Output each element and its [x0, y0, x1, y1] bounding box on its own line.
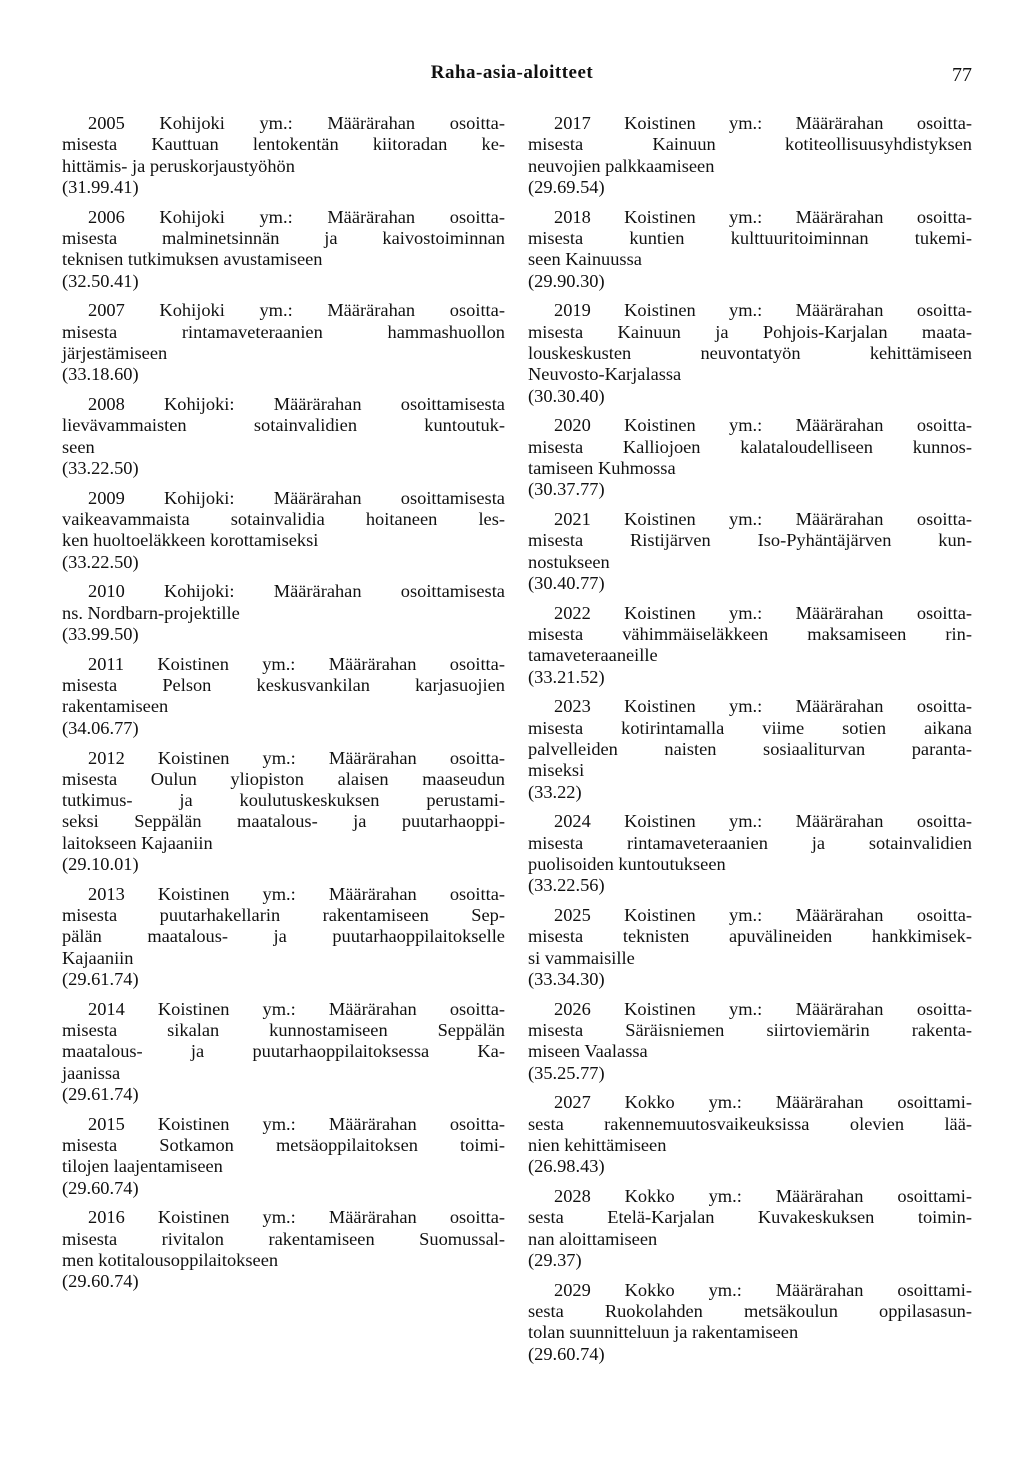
- motion-text-line: misesta Ristijärven Iso-Pyhäntäjärven kun-: [528, 530, 972, 551]
- motion-text-line: seksi Seppälän maatalous- ja puutarhaoppi-: [62, 811, 505, 832]
- motion-text-line: misesta Kainuun ja Pohjois-Karjalan maata-: [528, 321, 972, 342]
- motion-title-line: 2017 Koistinen ym.: Määrärahan osoitta-: [554, 113, 972, 133]
- motion-text-line: tamaveteraaneille: [528, 645, 658, 666]
- budget-item-code: (33.22): [528, 781, 582, 802]
- budget-item-code: (35.25.77): [528, 1062, 605, 1083]
- motion-title-line: 2010 Kohijoki: Määrärahan osoittamisesta: [88, 581, 505, 602]
- motion-title-line: 2018 Koistinen ym.: Määrärahan osoitta-: [554, 206, 972, 227]
- budget-item-code: (29.69.54): [528, 176, 605, 197]
- motion-text-line: si vammaisille: [528, 947, 635, 968]
- motion-entry: [62, 488, 505, 573]
- motion-title-line: 2016 Koistinen ym.: Määrärahan osoitta-: [88, 1207, 505, 1228]
- motion-text-line: tilojen laajentamiseen: [62, 1156, 223, 1177]
- motion-entry: [528, 905, 972, 990]
- motion-text-line: misesta Pelson keskusvankilan karjasuojien: [62, 675, 505, 696]
- right-column: [528, 113, 972, 1374]
- motion-text-line: nien kehittämiseen: [528, 1135, 667, 1156]
- motion-title-line: 2012 Koistinen ym.: Määrärahan osoitta-: [88, 747, 505, 768]
- motion-text-line: palvelleiden naisten sosiaaliturvan paranta-: [528, 739, 972, 760]
- motion-entry: [62, 999, 505, 1105]
- motion-entry: [62, 748, 505, 876]
- motion-text-line: maatalous- ja puutarhaoppilaitoksessa Ka-: [62, 1041, 505, 1062]
- motion-title-line: 2005 Kohijoki ym.: Määrärahan osoitta-: [88, 113, 505, 133]
- motion-title-line: 2007 Kohijoki ym.: Määrärahan osoitta-: [88, 300, 505, 321]
- motion-entry: [528, 300, 972, 406]
- motion-text-line: misesta Sotkamon metsäoppilaitoksen toimi-: [62, 1135, 505, 1156]
- motion-text-line: tolan suunnitteluun ja rakentamiseen: [528, 1322, 799, 1343]
- budget-item-code: (33.18.60): [62, 364, 139, 385]
- motion-entry: [62, 1207, 505, 1292]
- motion-text-line: teknisen tutkimuksen avustamiseen: [62, 249, 323, 270]
- motion-text-line: hittämis- ja peruskorjaustyöhön: [62, 155, 295, 176]
- motion-entry: [528, 113, 972, 198]
- budget-item-code: (33.34.30): [528, 968, 605, 989]
- budget-item-code: (29.90.30): [528, 270, 605, 291]
- motion-text-line: misesta kuntien kulttuuritoiminnan tukemi-: [528, 227, 972, 248]
- motion-text-line: misesta vähimmäiseläkkeen maksamiseen rin-: [528, 624, 972, 645]
- motion-text-line: men kotitalousoppilaitokseen: [62, 1250, 279, 1271]
- motion-title-line: 2023 Koistinen ym.: Määrärahan osoitta-: [554, 696, 972, 717]
- left-column: [62, 113, 505, 1301]
- motion-text-line: nan aloittamiseen: [528, 1228, 658, 1249]
- motion-entry: [528, 509, 972, 594]
- motion-title-line: 2011 Koistinen ym.: Määrärahan osoitta-: [88, 653, 505, 674]
- motion-text-line: nostukseen: [528, 551, 610, 572]
- motion-text-line: louskeskusten neuvontatyön kehittämiseen: [528, 342, 972, 363]
- motion-text-line: seen: [62, 436, 95, 457]
- motion-text-line: sesta Etelä-Karjalan Kuvakeskuksen toimin-: [528, 1207, 972, 1228]
- motion-entry: [62, 394, 505, 479]
- motion-title-line: 2009 Kohijoki: Määrärahan osoittamisesta: [88, 487, 505, 508]
- budget-item-code: (32.50.41): [62, 270, 139, 291]
- motion-entry: [528, 999, 972, 1084]
- motion-entry: [62, 113, 505, 198]
- motion-text-line: miseksi: [528, 760, 585, 781]
- budget-item-code: (34.06.77): [62, 717, 139, 738]
- motion-text-line: ken huoltoeläkkeen korottamiseksi: [62, 530, 319, 551]
- motion-text-line: tamiseen Kuhmossa: [528, 457, 676, 478]
- motion-title-line: 2019 Koistinen ym.: Määrärahan osoitta-: [554, 300, 972, 321]
- motion-title-line: 2014 Koistinen ym.: Määrärahan osoitta-: [88, 998, 505, 1019]
- budget-item-code: (29.60.74): [528, 1343, 605, 1364]
- page-header-title: Raha-asia-aloitteet: [430, 62, 594, 83]
- motion-text-line: misesta rintamaveteraanien ja sotainvalidien: [528, 832, 972, 853]
- motion-text-line: misesta puutarhakellarin rakentamiseen Sep-: [62, 905, 505, 926]
- motion-title-line: 2006 Kohijoki ym.: Määrärahan osoitta-: [88, 206, 505, 227]
- motion-title-line: 2026 Koistinen ym.: Määrärahan osoitta-: [554, 998, 972, 1019]
- motion-text-line: tutkimus- ja koulutuskeskuksen perustami-: [62, 790, 505, 811]
- motion-title-line: 2029 Kokko ym.: Määrärahan osoittami-: [554, 1279, 972, 1300]
- motion-title-line: 2013 Koistinen ym.: Määrärahan osoitta-: [88, 883, 505, 904]
- motion-text-line: ns. Nordbarn-projektille: [62, 602, 240, 623]
- motion-title-line: 2021 Koistinen ym.: Määrärahan osoitta-: [554, 509, 972, 530]
- budget-item-code: (29.60.74): [62, 1271, 139, 1292]
- motion-text-line: sesta rakennemuutosvaikeuksissa olevien lää-: [528, 1113, 972, 1134]
- motion-text-line: misesta kotirintamalla viime sotien aikana: [528, 717, 972, 738]
- motion-entry: [62, 654, 505, 739]
- motion-entry: [62, 207, 505, 292]
- budget-item-code: (30.30.40): [528, 385, 605, 406]
- motion-text-line: miseen Vaalassa: [528, 1041, 648, 1062]
- budget-item-code: (30.40.77): [528, 572, 605, 593]
- motion-text-line: misesta Kalliojoen kalataloudelliseen kunnos-: [528, 436, 972, 457]
- budget-item-code: (33.22.50): [62, 457, 139, 478]
- motion-text-line: misesta malminetsinnän ja kaivostoiminnan: [62, 227, 505, 248]
- page-number: 77: [952, 64, 972, 86]
- motion-entry: [528, 603, 972, 688]
- motion-text-line: laitokseen Kajaaniin: [62, 832, 213, 853]
- budget-item-code: (33.99.50): [62, 624, 139, 645]
- budget-item-code: (33.22.50): [62, 551, 139, 572]
- budget-item-code: (29.61.74): [62, 968, 139, 989]
- motion-entry: [62, 884, 505, 990]
- motion-text-line: neuvojien palkkaamiseen: [528, 155, 715, 176]
- motion-title-line: 2008 Kohijoki: Määrärahan osoittamisesta: [88, 394, 505, 415]
- motion-text-line: puolisoiden kuntoutukseen: [528, 854, 726, 874]
- motion-text-line: sesta Ruokolahden metsäkoulun oppilasasun-: [528, 1301, 972, 1322]
- motion-entry: [62, 581, 505, 645]
- budget-item-code: (33.21.52): [528, 666, 605, 687]
- motion-title-line: 2024 Koistinen ym.: Määrärahan osoitta-: [554, 811, 972, 832]
- motion-text-line: pälän maatalous- ja puutarhaoppilaitokselle: [62, 926, 505, 947]
- motion-entry: [62, 1114, 505, 1199]
- motion-title-line: 2027 Kokko ym.: Määrärahan osoittami-: [554, 1092, 972, 1113]
- motion-text-line: misesta Säräisniemen siirtoviemärin rakenta-: [528, 1020, 972, 1041]
- motion-entry: [528, 1092, 972, 1177]
- motion-entry: [528, 415, 972, 500]
- budget-item-code: (29.37): [528, 1250, 582, 1271]
- motion-text-line: misesta Kauttuan lentokentän kiitoradan ke-: [62, 134, 505, 155]
- motion-text-line: lievävammaisten sotainvalidien kuntoutuk-: [62, 415, 505, 436]
- motion-title-line: 2025 Koistinen ym.: Määrärahan osoitta-: [554, 905, 972, 926]
- motion-entry: [528, 1186, 972, 1271]
- motion-text-line: järjestämiseen: [62, 342, 168, 363]
- motion-entry: [528, 207, 972, 292]
- motion-text-line: misesta sikalan kunnostamiseen Seppälän: [62, 1020, 505, 1041]
- budget-item-code: (31.99.41): [62, 176, 139, 197]
- motion-text-line: jaanissa: [62, 1062, 121, 1083]
- motion-title-line: 2020 Koistinen ym.: Määrärahan osoitta-: [554, 415, 972, 436]
- motion-text-line: rakentamiseen: [62, 696, 169, 717]
- motion-text-line: misesta teknisten apuvälineiden hankkimisek-: [528, 926, 972, 947]
- budget-item-code: (26.98.43): [528, 1156, 605, 1177]
- motion-entry: [528, 811, 972, 896]
- motion-entry: [62, 300, 505, 385]
- motion-text-line: Neuvosto-Karjalassa: [528, 364, 682, 385]
- motion-text-line: misesta Oulun yliopiston alaisen maaseudun: [62, 768, 505, 789]
- motion-text-line: seen Kainuussa: [528, 249, 642, 270]
- budget-item-code: (33.22.56): [528, 875, 605, 896]
- motion-entry: [528, 1280, 972, 1365]
- motion-text-line: misesta Kainuun kotiteollisuusyhdistyksen: [528, 134, 972, 155]
- motion-title-line: 2028 Kokko ym.: Määrärahan osoittami-: [554, 1186, 972, 1207]
- motion-text-line: Kajaaniin: [62, 947, 134, 968]
- budget-item-code: (29.61.74): [62, 1083, 139, 1104]
- motion-text-line: misesta rintamaveteraanien hammashuollon: [62, 321, 505, 342]
- motion-text-line: vaikeavammaista sotainvalidia hoitaneen les-: [62, 509, 505, 530]
- motion-title-line: 2022 Koistinen ym.: Määrärahan osoitta-: [554, 602, 972, 623]
- budget-item-code: (29.10.01): [62, 854, 139, 874]
- motion-title-line: 2015 Koistinen ym.: Määrärahan osoitta-: [88, 1113, 505, 1134]
- motion-text-line: misesta rivitalon rakentamiseen Suomussal-: [62, 1228, 505, 1249]
- budget-item-code: (29.60.74): [62, 1177, 139, 1198]
- motion-entry: [528, 696, 972, 802]
- budget-item-code: (30.37.77): [528, 479, 605, 500]
